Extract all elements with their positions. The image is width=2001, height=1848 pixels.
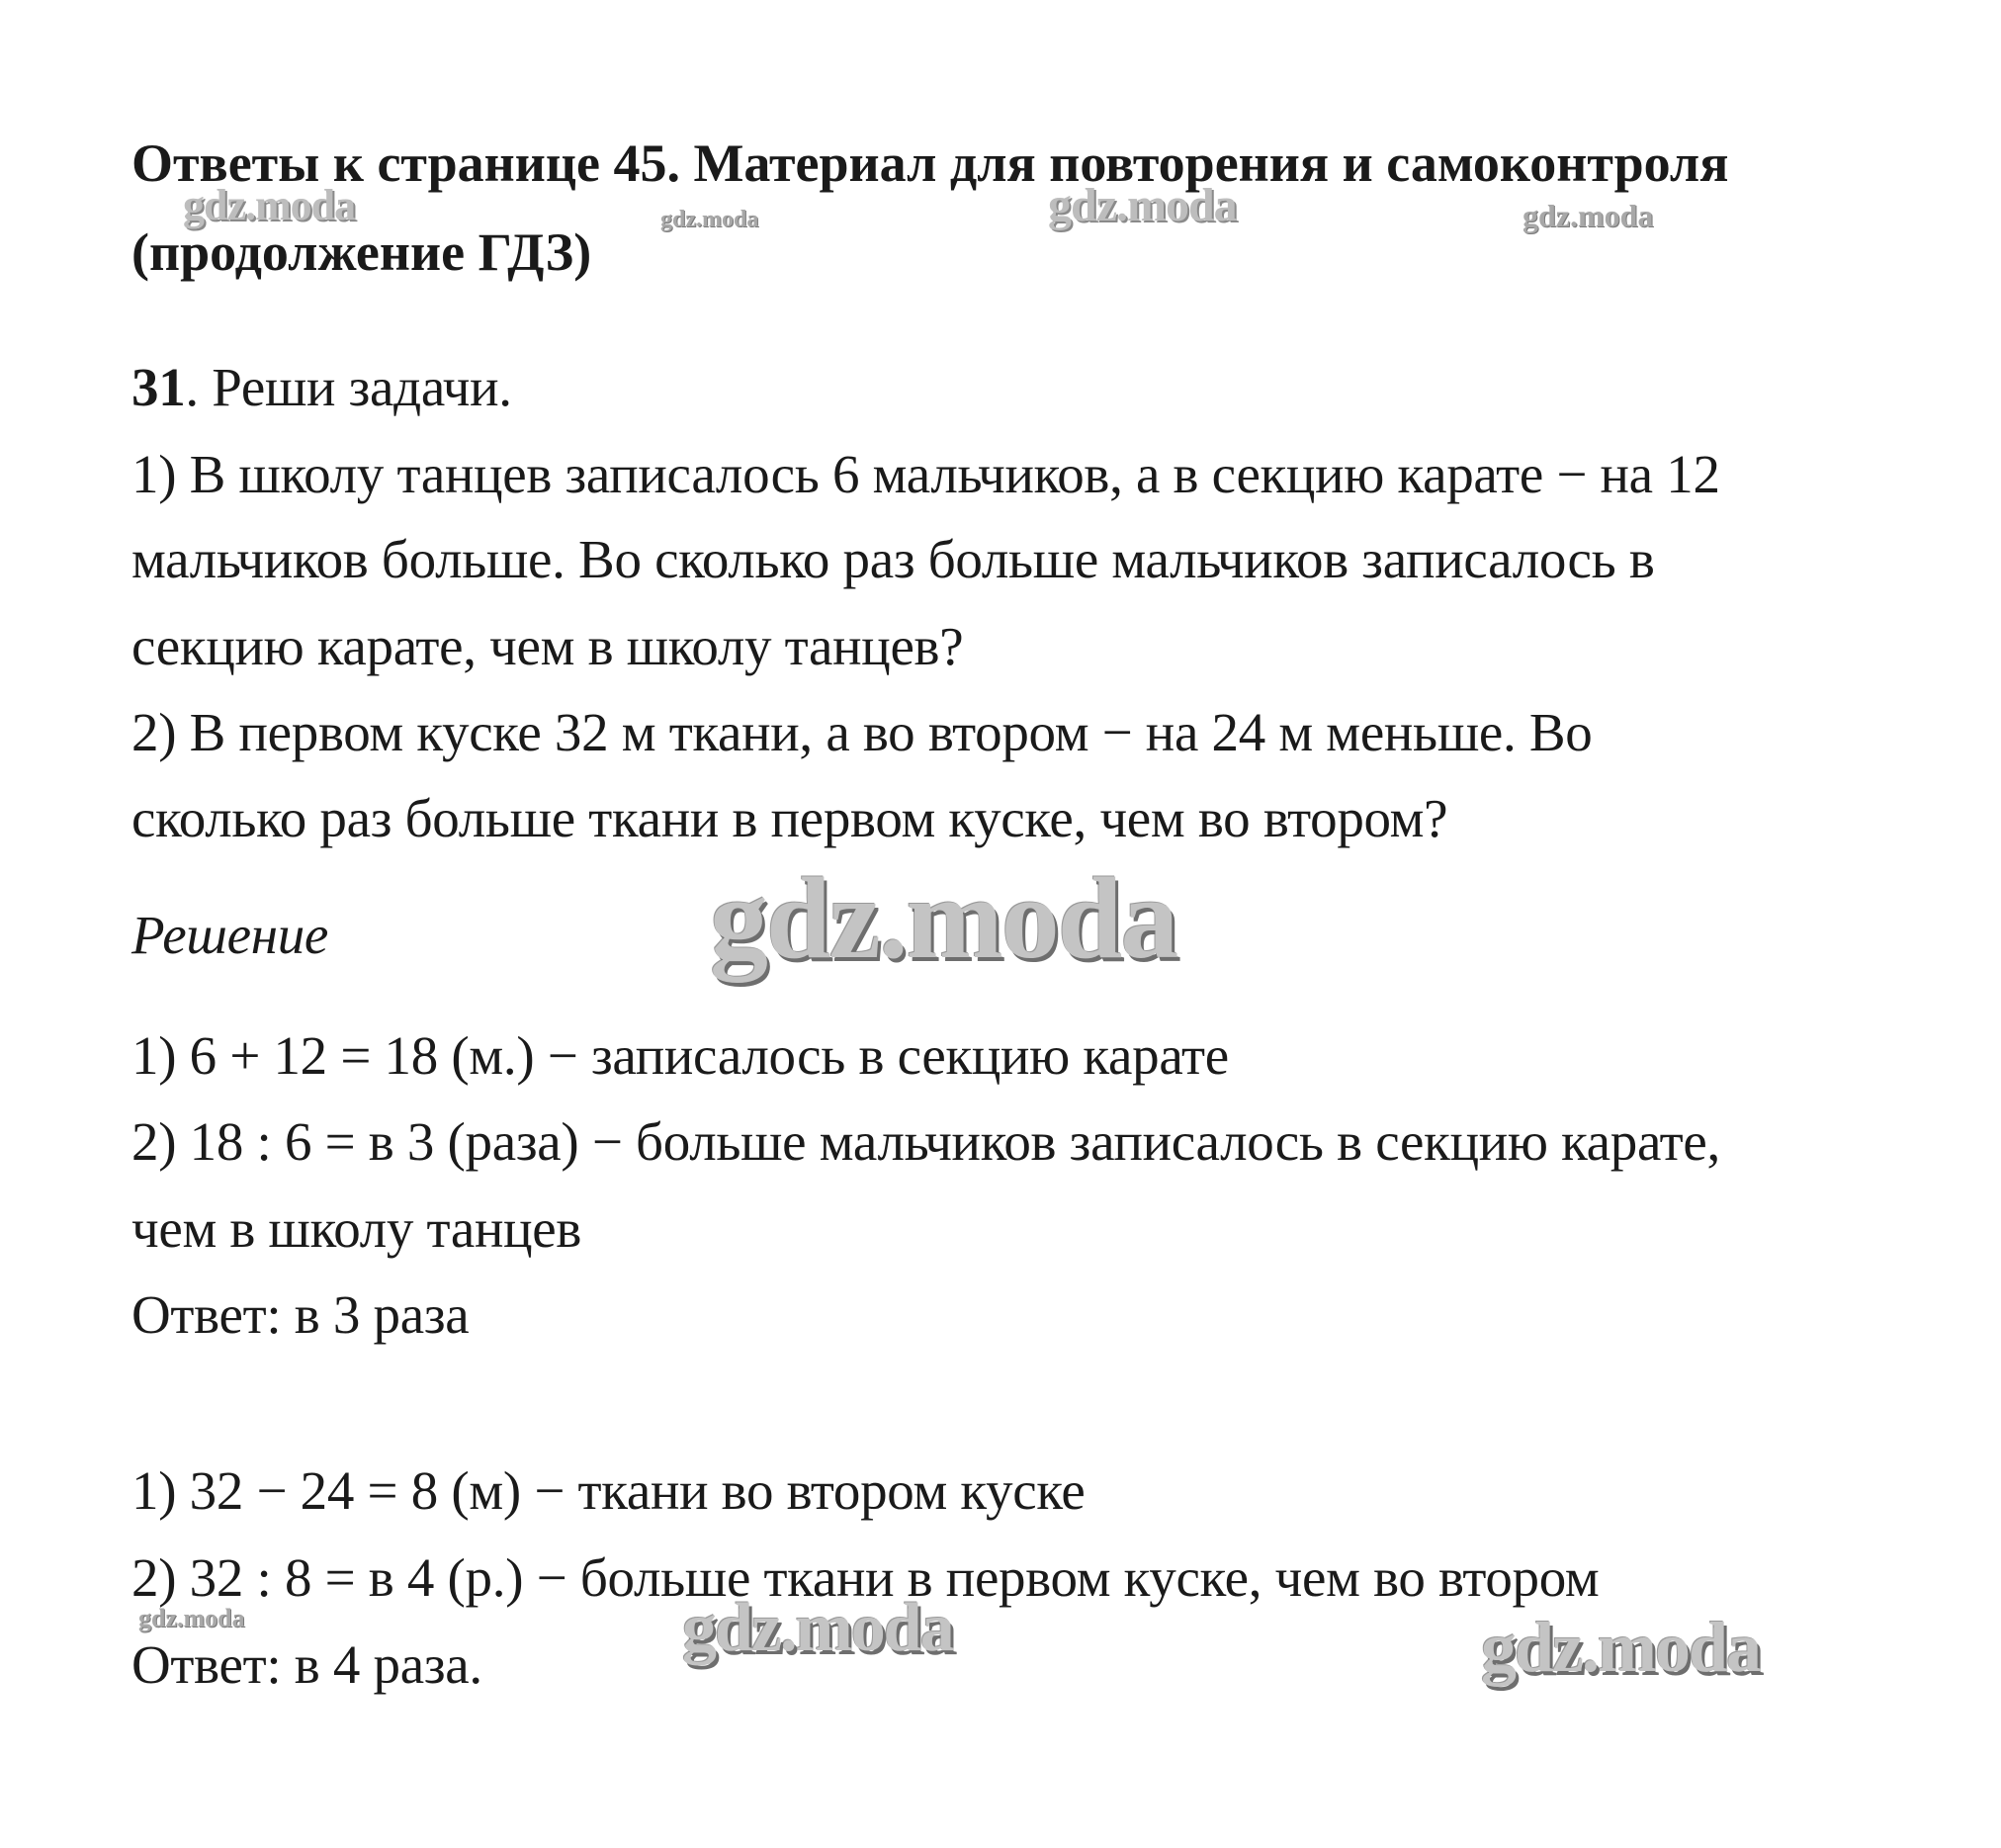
solution2-line-2: 2) 32 : 8 = в 4 (р.) − больше ткани в первом куске, чем во втором bbox=[131, 1547, 1600, 1608]
solution1-line-1: 1) 6 + 12 = 18 (м.) − записалось в секцию карате bbox=[131, 1025, 1229, 1086]
problem2-line-1: 2) В первом куске 32 м ткани, а во втором − на 24 м меньше. Во bbox=[131, 702, 1593, 762]
watermark-logo: gdz.moda bbox=[138, 1604, 245, 1632]
watermark-logo: gdz.moda bbox=[710, 853, 1177, 983]
solution1-line-3: чем в школу танцев bbox=[131, 1198, 582, 1259]
problem1-line-3: секцию карате, чем в школу танцев? bbox=[131, 616, 964, 676]
watermark-logo: gdz.moda bbox=[682, 1590, 953, 1666]
watermark-logo: gdz.moda bbox=[1048, 179, 1237, 231]
solution-label: Решение bbox=[131, 905, 329, 965]
task-header bbox=[131, 357, 512, 417]
problem2-line-2: сколько раз больше ткани в первом куске, чем во втором? bbox=[131, 788, 1448, 848]
problem1-line-1: 1) В школу танцев записалось 6 мальчиков, а в секцию карате − на 12 bbox=[131, 444, 1720, 504]
watermark-logo: gdz.moda bbox=[660, 207, 759, 232]
watermark-logo: gdz.moda bbox=[1522, 198, 1654, 233]
page-title: Ответы к странице 45. Материал для повторения и самоконтроля bbox=[131, 133, 1729, 193]
problem1-line-2: мальчиков больше. Во сколько раз больше мальчиков записалось в bbox=[131, 529, 1655, 589]
solution1-line-2: 2) 18 : 6 = в 3 (раза) − больше мальчиков записалось в секцию карате, bbox=[131, 1111, 1720, 1172]
solution1-answer: Ответ: в 3 раза bbox=[131, 1284, 470, 1345]
page-subtitle: (продолжение ГДЗ) bbox=[131, 222, 592, 282]
watermark-logo: gdz.moda bbox=[1481, 1608, 1761, 1687]
task-number: 31 bbox=[131, 357, 186, 417]
task-title: . Реши задачи. bbox=[185, 357, 512, 417]
watermark-logo: gdz.moda bbox=[183, 181, 356, 229]
solution2-line-1: 1) 32 − 24 = 8 (м) − ткани во втором куске bbox=[131, 1460, 1086, 1521]
solution2-answer: Ответ: в 4 раза. bbox=[131, 1634, 482, 1695]
